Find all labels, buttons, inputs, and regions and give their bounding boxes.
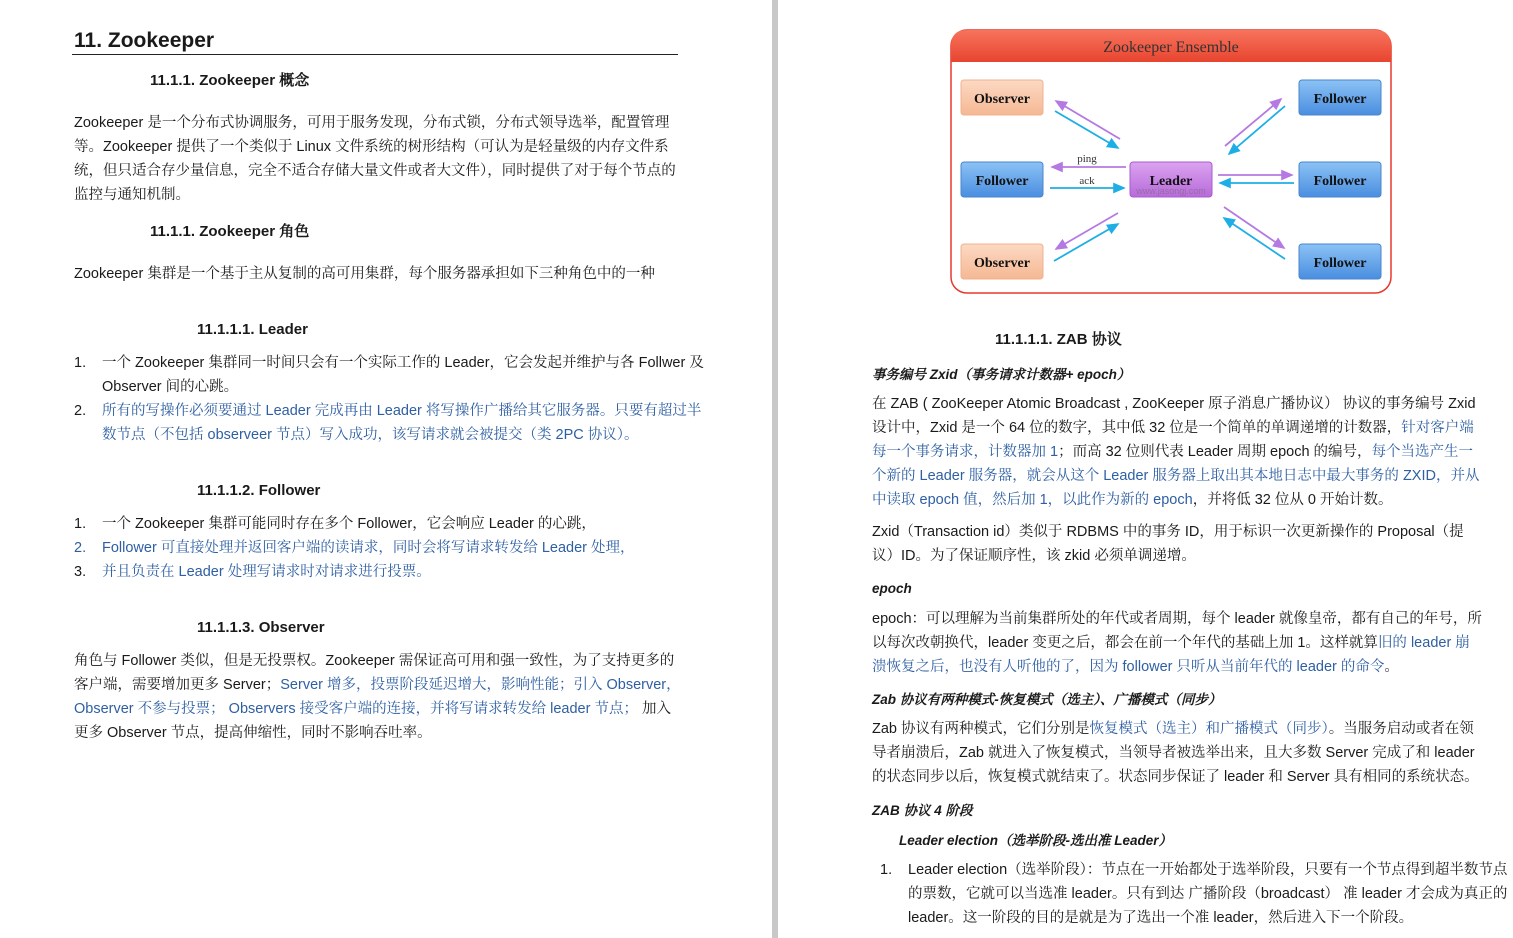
text-run: 11.1.1. Zookeeper 概念 <box>150 72 310 89</box>
highlighted-text: 旧的 leader 崩溃恢复之后，也没有人听他的了，因为 follower 只听从当前年代的 leader 的命令 <box>872 635 1470 675</box>
highlighted-text: 并且负责在 Leader 处理写请求时对请求进行投票。 <box>102 564 431 580</box>
highlighted-text: 恢复模式（选主）和广播模式（同步） <box>1089 721 1329 737</box>
diagram-watermark: www.jasongj.com <box>1136 186 1206 196</box>
text-run: 在 ZAB ( ZooKeeper Atomic Broadcast , ZooKeeper 原子消息广播协议） 协议的事务编号 Zxid 设计中，Zxid 是一个 64 位的数字，其中低 32 位是一个简单的单调递增的计数器， <box>872 396 1476 436</box>
ping-label: ping <box>1077 153 1097 165</box>
text-run: 加入更多 Observer 节点，提高伸缩性，同时不影响吞吐率。 <box>74 701 671 741</box>
bold-italic-heading <box>872 577 1482 601</box>
list-item <box>880 858 1510 930</box>
text-run: Leader election（选举阶段-选出准 Leader） <box>899 833 1173 848</box>
section-heading <box>150 220 684 244</box>
text-run: 11.1.1.3. Observer <box>197 619 325 636</box>
text-run: 11.1.1.1. ZAB 协议 <box>995 331 1122 348</box>
text-run: 。当服务启动或者在领导者崩溃后，Zab 就进入了恢复模式，当领导者被选举出来，且大多数 Server 完成了和 leader 的状态同步以后，恢复模式就结束了。状态同步保证了 leader 和 Server 具有相同的系统状态。 <box>872 721 1479 785</box>
bold-italic-heading <box>899 829 1482 853</box>
highlighted-text: 每个当选产生一个新的 Leader 服务器，就会从这个 Leader 服务器上取出其本地日志中最大事务的 ZXID，并从中读取 epoch 值，然后加 1，以此作为新的 epoch <box>872 444 1480 508</box>
list-item <box>74 399 712 447</box>
list-number: 1. <box>74 516 87 532</box>
paragraph <box>74 111 684 207</box>
observer-label: Observer <box>974 92 1030 107</box>
text-run: 11.1.1.1. Leader <box>197 321 308 338</box>
section-heading <box>150 69 684 93</box>
paragraph <box>74 262 684 286</box>
highlighted-text: Server 增多，投票阶段延迟增大，影响性能；引入 Observer，Observer 不参与投票； Observers 接受客户端的连接，并将写请求转发给 leader 节点； <box>74 677 681 717</box>
text-run: Zab 协议有两种模式-恢复模式（选主）、广播模式（同步） <box>872 692 1222 707</box>
list-number: 2. <box>74 403 87 419</box>
list-number: 2. <box>74 540 87 556</box>
heading-rule <box>72 54 678 55</box>
list-number: 1. <box>74 355 87 371</box>
highlighted-text: 针对客户端每一个事务请求，计数器加 1 <box>872 420 1474 460</box>
ack-label: ack <box>1079 175 1095 187</box>
chapter-title <box>74 28 684 54</box>
text-run: 11.1.1.2. Follower <box>197 482 321 499</box>
text-run: 。 <box>1384 659 1399 675</box>
text-run: ；而高 32 位则代表 Leader 周期 epoch 的编号， <box>1058 444 1372 460</box>
text-run: 11. Zookeeper <box>74 29 215 52</box>
text-run: Leader election（选举阶段）：节点在一开始都处于选举阶段，只要有一个节点得到超半数节点的票数，它就可以当选准 leader。只有到达 广播阶段（broadcast） 准 leader 才会成为真正的 leader。这一阶段的目的是就是为了选出一个准 leader，然后进入下一个阶段。 <box>908 862 1508 926</box>
follower-label: Follower <box>1313 174 1367 189</box>
follower-label: Follower <box>1313 92 1367 107</box>
bold-italic-heading <box>872 799 1482 823</box>
text-run: 一个 Zookeeper 集群可能同时存在多个 Follower，它会响应 Leader 的心跳， <box>102 516 596 532</box>
follower-label: Follower <box>1313 256 1367 271</box>
text-run: Zxid（Transaction id）类似于 RDBMS 中的事务 ID，用于标识一次更新操作的 Proposal（提议）ID。为了保证顺序性，该 zkid 必须单调递增。 <box>872 524 1464 564</box>
text-run: 角色与 Follower 类似，但是无投票权。Zookeeper 需保证高可用和强一致性，为了支持更多的客户端，需要增加更多 Server； <box>74 653 675 693</box>
observer-label: Observer <box>974 256 1030 271</box>
leader-label: Leader <box>1149 174 1193 189</box>
zookeeper-ensemble-diagram <box>945 25 1400 300</box>
paragraph <box>74 649 684 745</box>
list-item <box>74 351 712 399</box>
list-number: 1. <box>880 862 893 878</box>
subsection-heading <box>197 318 684 342</box>
highlighted-text: Follower 可直接处理并返回客户端的读请求，同时会将写请求转发给 Leader 处理， <box>102 540 635 556</box>
list-item <box>74 536 712 560</box>
paragraph <box>872 392 1482 512</box>
text-run: 11.1.1. Zookeeper 角色 <box>150 223 310 240</box>
subsection-heading <box>995 328 1482 352</box>
bold-italic-heading <box>872 363 1482 387</box>
bold-italic-heading <box>872 688 1482 712</box>
highlighted-text: 所有的写操作必须要通过 Leader 完成再由 Leader 将写操作广播给其它服务器。只要有超过半数节点（不包括 observeer 节点）写入成功，该写请求就会被提交（类 2PC 协议）。 <box>102 403 702 443</box>
text-run: ，并将低 32 位从 0 开始计数。 <box>1192 492 1393 508</box>
text-run: Zookeeper 集群是一个基于主从复制的高可用集群，每个服务器承担如下三种角色中的一种 <box>74 266 655 282</box>
text-run: epoch <box>872 581 912 596</box>
list-item <box>74 512 712 536</box>
text-run: Zab 协议有两种模式，它们分别是 <box>872 721 1090 737</box>
paragraph <box>872 717 1482 789</box>
list-item <box>74 560 712 584</box>
diagram-title: Zookeeper Ensemble <box>1103 39 1239 56</box>
paragraph <box>872 607 1482 679</box>
text-run: 事务编号 Zxid（事务请求计数器+ epoch） <box>872 367 1131 382</box>
text-run: ZAB 协议 4 阶段 <box>872 803 973 818</box>
subsection-heading <box>197 479 684 503</box>
text-run: Zookeeper 是一个分布式协调服务，可用于服务发现，分布式锁，分布式领导选举，配置管理等。Zookeeper 提供了一个类似于 Linux 文件系统的树形结构（可认为是轻量级的内存文件系统，但只适合存少量信息，完全不适合存储大量文件或者大文件），同时提供了对于每个节点的监控与通知机制。 <box>74 115 676 203</box>
subsection-heading <box>197 616 684 640</box>
list-number: 3. <box>74 564 87 580</box>
paragraph <box>872 520 1482 568</box>
follower-label: Follower <box>975 174 1029 189</box>
text-run: 一个 Zookeeper 集群同一时间只会有一个实际工作的 Leader，它会发起并维护与各 Follwer 及 Observer 间的心跳。 <box>102 355 704 395</box>
text-run: epoch：可以理解为当前集群所处的年代或者周期，每个 leader 就像皇帝，都有自己的年号，所以每次改朝换代，leader 变更之后，都会在前一个年代的基础上加 1。这样就算 <box>872 611 1482 651</box>
